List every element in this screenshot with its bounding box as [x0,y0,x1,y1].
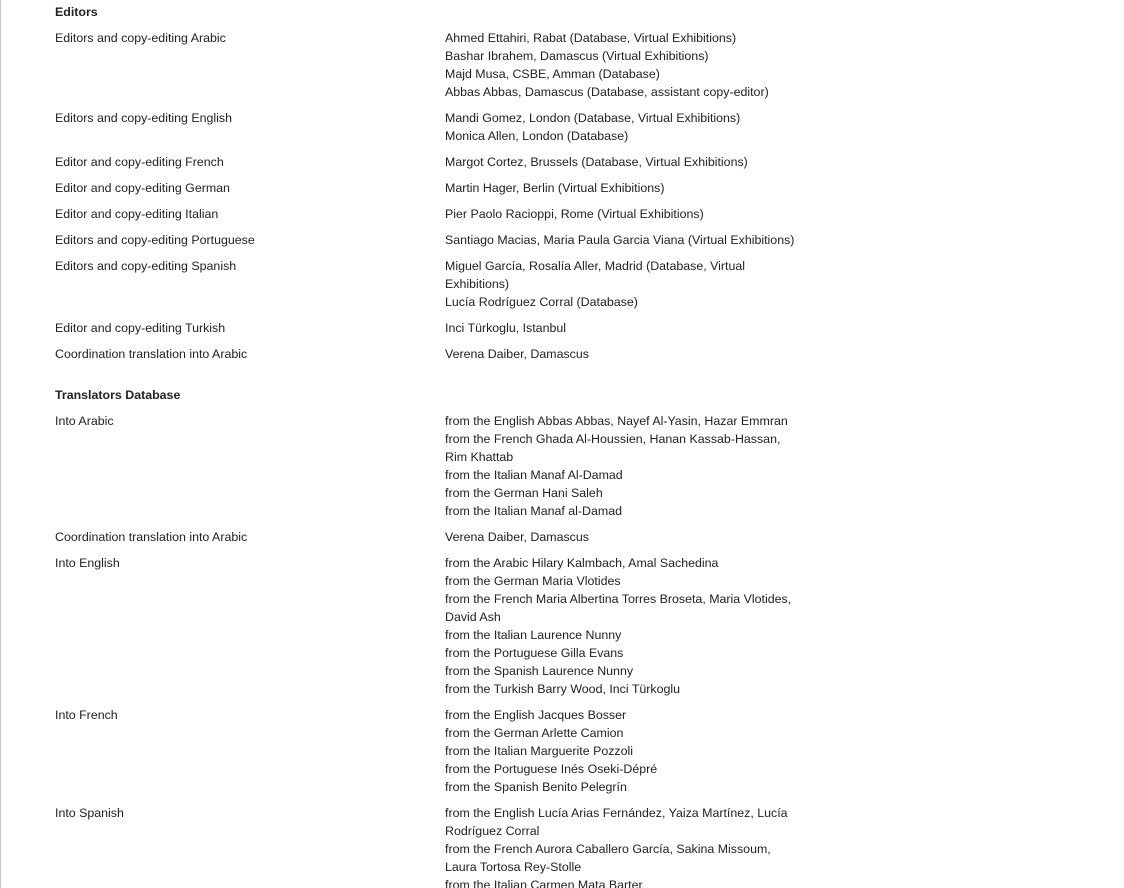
editor-row [55,205,855,223]
translator-name-line: from the Italian Manaf al-Damad [445,504,622,518]
editor-name-line: Ahmed Ettahiri, Rabat (Database, Virtual Exhibitions) [445,31,737,45]
credits-content [55,3,855,888]
translator-name-line: Verena Daiber, Damascus [445,530,589,544]
translator-role-label: Into Arabic [55,414,114,428]
editor-name-line: Mandi Gomez, London (Database, Virtual Exhibitions) [445,111,741,125]
editor-name-line: Majd Musa, CSBE, Amman (Database) [445,67,660,81]
editor-role-label: Editors and copy-editing Portuguese [55,233,255,247]
editor-names [445,29,815,101]
translator-name-line: from the Portuguese Gilla Evans [445,646,624,660]
translator-row [55,804,855,888]
translators-list [55,412,855,888]
editor-role-label: Editors and copy-editing English [55,111,233,125]
editor-names [445,153,815,171]
translator-name-line: from the French Maria Albertina Torres Broseta, Maria Vlotides, [445,592,792,606]
editor-name-line: Margot Cortez, Brussels (Database, Virtual Exhibitions) [445,155,748,169]
editor-role-label: Editors and copy-editing Arabic [55,31,226,45]
editor-names [445,179,815,197]
translator-name-line: Rim Khattab [445,450,514,464]
translator-name-line: from the German Arlette Camion [445,726,624,740]
left-border [0,0,1,888]
editor-row [55,231,855,249]
translator-role-label: Coordination translation into Arabic [55,530,248,544]
translator-role-label: Into English [55,556,120,570]
translator-name-line: from the Portuguese Inés Oseki-Dépré [445,762,658,776]
translator-name-line: from the English Jacques Bosser [445,708,627,722]
translator-name-line: from the German Maria Vlotides [445,574,621,588]
editor-names [445,345,815,363]
editor-row [55,29,855,101]
translator-names [445,554,815,698]
translator-name-line: from the French Ghada Al-Houssien, Hanan Kassab-Hassan, [445,432,781,446]
editor-names [445,231,815,249]
editor-name-line: Exhibitions) [445,277,510,291]
editors-list [55,29,855,363]
editor-name-line: Abbas Abbas, Damascus (Database, assistant copy-editor) [445,85,769,99]
editor-role-label: Editor and copy-editing Italian [55,207,219,221]
translator-name-line: from the Spanish Benito Pelegrín [445,780,627,794]
editor-role-label: Editor and copy-editing French [55,155,224,169]
editor-row [55,319,855,337]
editor-name-line: Miguel García, Rosalía Aller, Madrid (Database, Virtual [445,259,746,273]
editor-name-line: Verena Daiber, Damascus [445,347,589,361]
translator-name-line: from the Spanish Laurence Nunny [445,664,634,678]
translator-names [445,804,815,888]
translators-heading: Translators Database [55,388,181,402]
editor-row [55,257,855,311]
translator-name-line: David Ash [445,610,501,624]
translator-name-line: from the Arabic Hilary Kalmbach, Amal Sachedina [445,556,719,570]
editor-role-label: Coordination translation into Arabic [55,347,248,361]
editor-row [55,179,855,197]
editor-names [445,319,815,337]
translator-name-line: from the German Hani Saleh [445,486,603,500]
translator-name-line: from the French Aurora Caballero García, Sakina Missoum, [445,842,771,856]
editor-names [445,257,815,311]
editor-names [445,109,815,145]
editor-name-line: Martin Hager, Berlin (Virtual Exhibitions) [445,181,665,195]
editor-role-label: Editor and copy-editing Turkish [55,321,226,335]
translator-name-line: from the English Lucía Arias Fernández, Yaiza Martínez, Lucía [445,806,788,820]
translator-row [55,554,855,698]
editor-role-label: Editors and copy-editing Spanish [55,259,237,273]
editor-name-line: Santiago Macias, Maria Paula Garcia Viana (Virtual Exhibitions) [445,233,795,247]
translator-name-line: from the Italian Laurence Nunny [445,628,622,642]
translator-name-line: from the English Abbas Abbas, Nayef Al-Yasin, Hazar Emmran [445,414,788,428]
editor-name-line: Bashar Ibrahem, Damascus (Virtual Exhibitions) [445,49,709,63]
translator-name-line: from the Italian Marguerite Pozzoli [445,744,634,758]
translator-names [445,528,815,546]
editor-name-line: Pier Paolo Racioppi, Rome (Virtual Exhibitions) [445,207,704,221]
editor-name-line: Inci Türkoglu, Istanbul [445,321,566,335]
translator-name-line: Laura Tortosa Rey-Stolle [445,860,582,874]
translator-row [55,706,855,796]
editor-name-line: Monica Allen, London (Database) [445,129,629,143]
translator-row [55,412,855,520]
translator-name-line: from the Italian Manaf Al-Damad [445,468,623,482]
translator-role-label: Into Spanish [55,806,124,820]
editor-row [55,153,855,171]
editor-role-label: Editor and copy-editing German [55,181,230,195]
editor-row [55,345,855,363]
editor-name-line: Lucía Rodríguez Corral (Database) [445,295,638,309]
editor-row [55,109,855,145]
translator-name-line: from the Italian Carmen Mata Barter [445,878,643,888]
translator-name-line: from the Turkish Barry Wood, Inci Türkoglu [445,682,681,696]
translator-role-label: Into French [55,708,118,722]
translator-name-line: Rodríguez Corral [445,824,540,838]
translator-names [445,706,815,796]
editors-heading: Editors [55,5,98,19]
translator-row [55,528,855,546]
translator-names [445,412,815,520]
editor-names [445,205,815,223]
